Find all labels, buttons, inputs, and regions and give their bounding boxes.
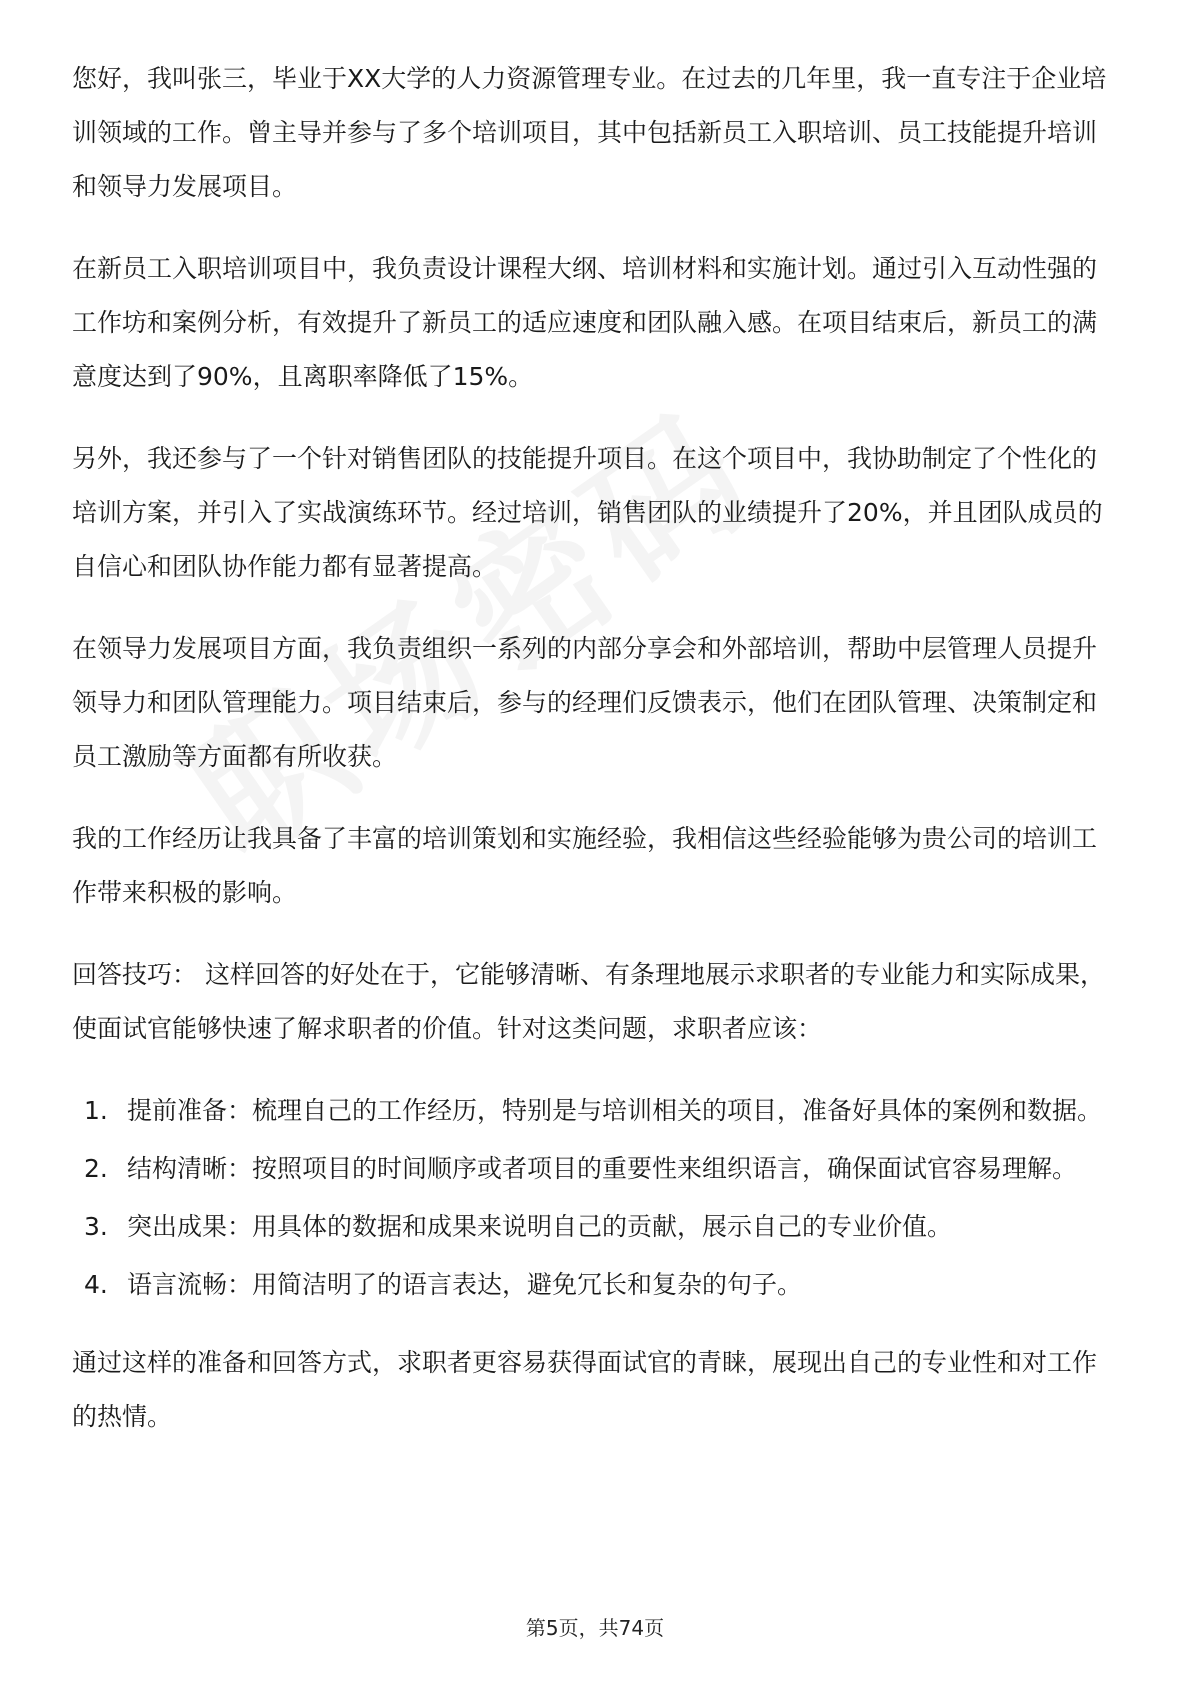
list-item-text: 语言流畅：用简洁明了的语言表达，避免冗长和复杂的句子。 [127, 1270, 803, 1299]
paragraph-conclusion: 通过这样的准备和回答方式，求职者更容易获得面试官的青睐，展现出自己的专业性和对工作的热情。 [72, 1348, 1098, 1431]
document-body [72, 52, 1120, 1472]
list-item [72, 1142, 1120, 1196]
list-item-number: 4. [84, 1270, 108, 1299]
list-item-text: 突出成果：用具体的数据和成果来说明自己的贡献，展示自己的专业价值。 [127, 1212, 953, 1241]
paragraph-answer-tips: 回答技巧： 这样回答的好处在于，它能够清晰、有条理地展示求职者的专业能力和实际成果，使面试官能够快速了解求职者的价值。针对这类问题，求职者应该： [72, 960, 1105, 1043]
page-number: 第5页，共74页 [525, 1616, 665, 1640]
paragraph-leadership-project: 在领导力发展项目方面，我负责组织一系列的内部分享会和外部培训，帮助中层管理人员提升领导力和团队管理能力。项目结束后，参与的经理们反馈表示，他们在团队管理、决策制定和员工激励等方面都有所收获。 [72, 634, 1098, 771]
list-item [72, 1258, 1120, 1312]
list-item [72, 1084, 1120, 1138]
paragraph-summary: 我的工作经历让我具备了丰富的培训策划和实施经验，我相信这些经验能够为贵公司的培训工作带来积极的影响。 [72, 824, 1098, 907]
paragraph-sales-project: 另外，我还参与了一个针对销售团队的技能提升项目。在这个项目中，我协助制定了个性化的培训方案，并引入了实战演练环节。经过培训，销售团队的业绩提升了20%，并且团队成员的自信心和团队协作能力都有显著提高。 [72, 444, 1103, 581]
list-item-text: 提前准备：梳理自己的工作经历，特别是与培训相关的项目，准备好具体的案例和数据。 [127, 1096, 1103, 1125]
paragraph-onboarding-project: 在新员工入职培训项目中，我负责设计课程大纲、培训材料和实施计划。通过引入互动性强的工作坊和案例分析，有效提升了新员工的适应速度和团队融入感。在项目结束后，新员工的满意度达到了90%，且离职率降低了15%。 [72, 254, 1098, 391]
tips-list [72, 1084, 1120, 1312]
list-item-text: 结构清晰：按照项目的时间顺序或者项目的重要性来组织语言，确保面试官容易理解。 [127, 1154, 1078, 1183]
list-item-number: 1. [84, 1096, 108, 1125]
list-item [72, 1200, 1120, 1254]
list-item-number: 2. [84, 1154, 108, 1183]
list-item-number: 3. [84, 1212, 108, 1241]
paragraph-intro: 您好，我叫张三，毕业于XX大学的人力资源管理专业。在过去的几年里，我一直专注于企业培训领域的工作。曾主导并参与了多个培训项目，其中包括新员工入职培训、员工技能提升培训和领导力发展项目。 [72, 64, 1107, 201]
